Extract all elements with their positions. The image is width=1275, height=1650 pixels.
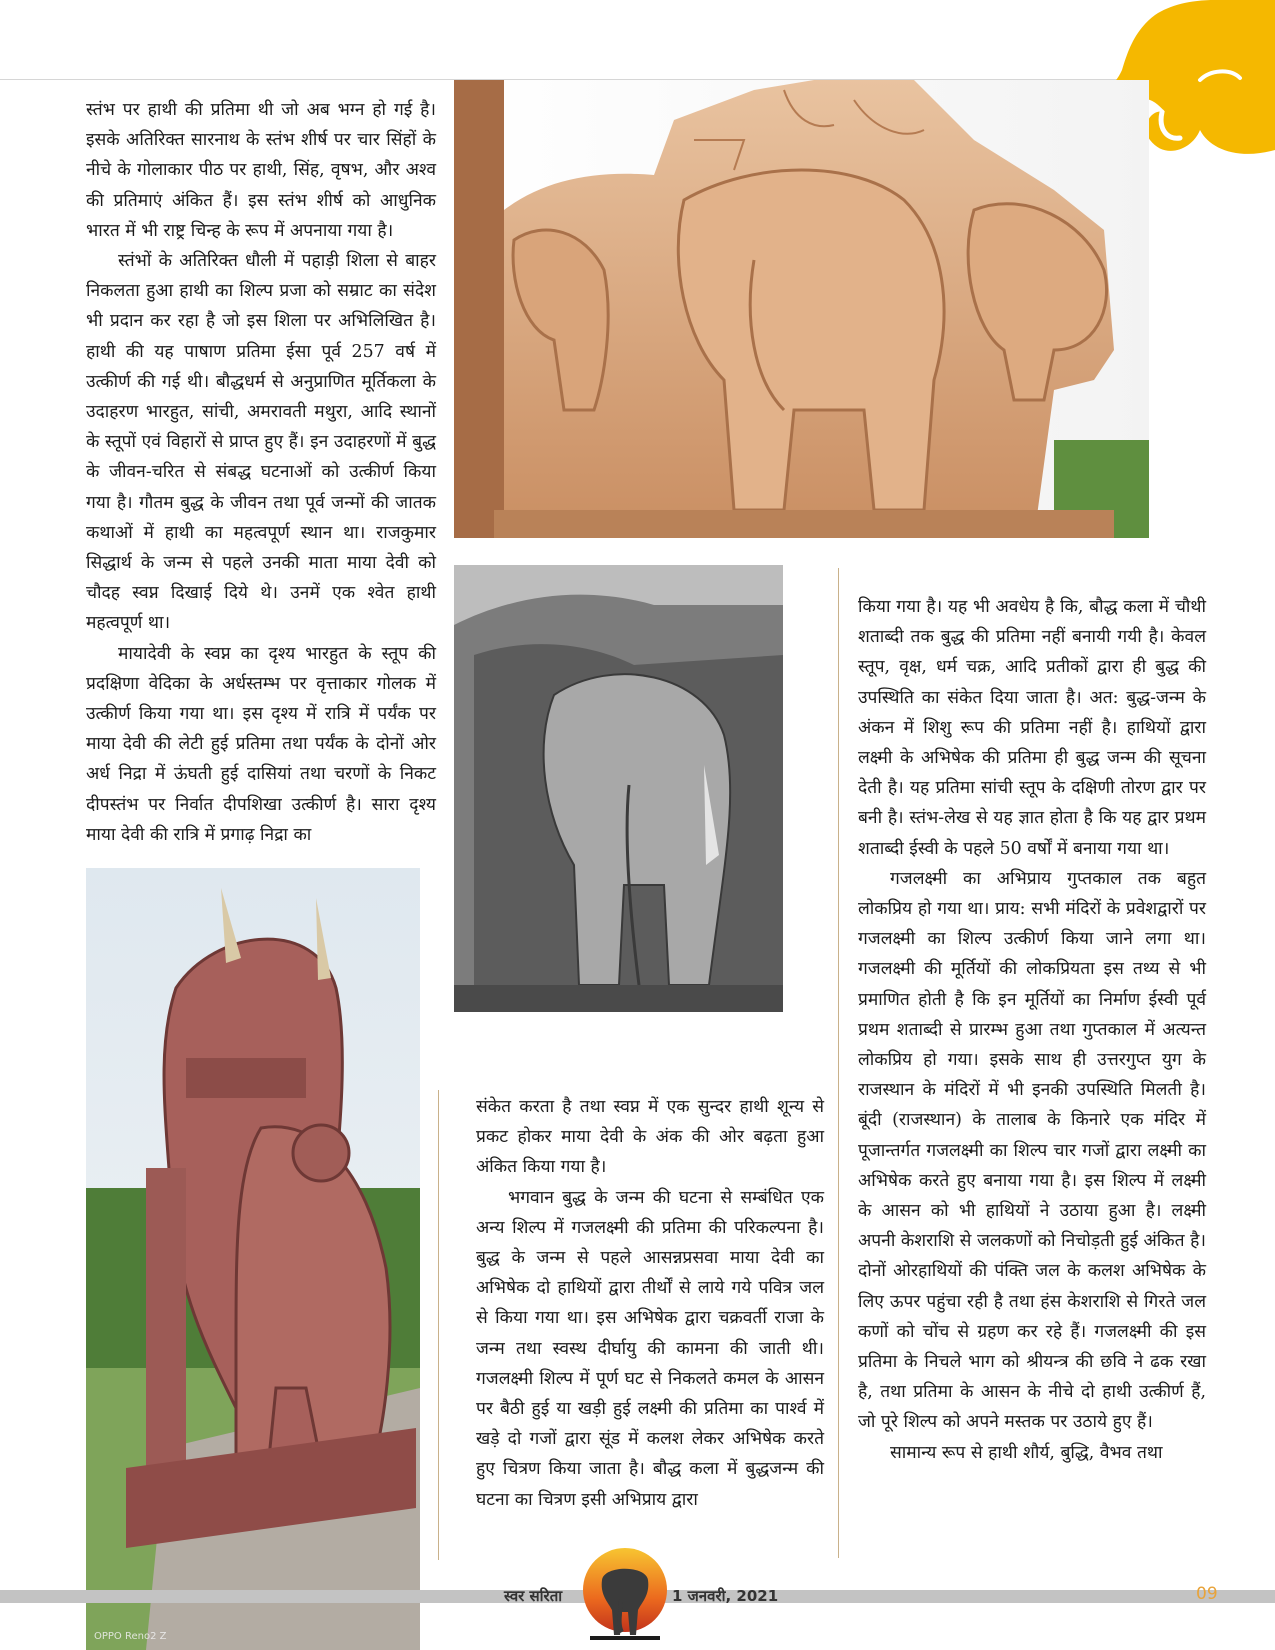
page-number: 09 [1196,1584,1218,1604]
article-column-2 [476,1092,824,1515]
footer-date: 1 जनवरी, 2021 [672,1587,779,1605]
carved-elephants-photo [454,80,1149,538]
photo-watermark: OPPO Reno2 Z [94,1631,167,1642]
paragraph: किया गया है। यह भी अवधेय है कि, बौद्ध कला में चौथी शताब्दी तक बुद्ध की प्रतिमा नहीं बनायी गयी है। केवल स्तूप, वृक्ष, धर्म चक्र, आदि प्रतीकों द्वारा ही बुद्ध की उपस्थिति का संकेत दिया जाता है। अत: बुद्ध-जन्म के अंकन में शिशु रूप की प्रतिमा नहीं है। हाथियों द्वारा लक्ष्मी के अभिषेक की प्रतिमा ही बुद्ध जन्म की सूचना देती है। यह प्रतिमा सांची स्तूप के दक्षिणी तोरण द्वार पर बनी है। स्तंभ-लेख से यह ज्ञात होता है कि यह द्वार प्रथम शताब्दी ईस्वी के पहले 50 वर्षों में बनाया गया था। [858,597,1206,859]
paragraph: सामान्य रूप से हाथी शौर्य, बुद्धि, वैभव तथा [890,1442,1163,1463]
paragraph: गजलक्ष्मी का अभिप्राय गुप्तकाल तक बहुत लोकप्रिय हो गया था। प्राय: सभी मंदिरों के प्रवेशद्वारों पर गजलक्ष्मी का शिल्प उत्कीर्ण किया जाने लगा था। गजलक्ष्मी की मूर्तियों की लोकप्रियता इस तथ्य से भी प्रमाणित होती है कि इन मूर्तियों का निर्माण ईस्वी पूर्व प्रथम शताब्दी से प्रारम्भ हुआ तथा गुप्तकाल में अत्यन्त लोकप्रिय हो गया। इसके साथ ही उत्तरगुप्त युग के राजस्थान के मंदिरों में भी इनकी उपस्थिति मिलती है। बूंदी (राजस्थान) के तालाब के किनारे एक मंदिर में पूजान्तर्गत गजलक्ष्मी का शिल्प चार गजों द्वारा लक्ष्मी का अभिषेक करते हुए बनाया गया है। इस शिल्प में लक्ष्मी के आसन को भी हाथियों ने उठाया हुआ है। लक्ष्मी अपनी केशराशि से जलकणों को निचोड़ती हुई अंकित है। दोनों ओरहाथियों की पंक्ति जल के कलश अभिषेक के लिए ऊपर पहुंचा रही है तथा हंस केशराशि से गिरते जल कणों को चोंच से ग्रहण कर रहे हैं। गजलक्ष्मी की इस प्रतिमा के निचले भाग को श्रीयन्त्र की छवि ने ढक रखा है, तथा प्रतिमा के आसन के नीचे दो हाथी उत्कीर्ण हैं, जो पूरे शिल्प को अपने मस्तक पर उठाये हुए हैं। [858,868,1206,1433]
paragraph: स्तंभ पर हाथी की प्रतिमा थी जो अब भग्न हो गई है। इसके अतिरिक्त सारनाथ के स्तंभ शीर्ष पर चार सिंहों के नीचे के गोलाकार पीठ पर हाथी, सिंह, वृषभ, और अश्व की प्रतिमाएं अंकित हैं। इस स्तंभ शीर्ष को आधुनिक भारत में भी राष्ट्र चिन्ह के रूप में अपनाया गया है। [86,100,436,241]
red-stone-elephant-photo [86,868,420,1650]
sunset-elephant-logo-icon [580,1540,670,1650]
paragraph: संकेत करता है तथा स्वप्न में एक सुन्दर हाथी शून्य से प्रकट होकर माया देवी के अंक की ओर बढ़ता हुआ अंकित किया गया है। [476,1097,824,1178]
article-column-1 [86,95,436,850]
paragraph: मायादेवी के स्वप्न का दृश्य भारहुत के स्तूप की प्रदक्षिणा वेदिका के अर्धस्तम्भ पर वृत्ताकार गोलक में उत्कीर्ण किया गया था। इस दृश्य में रात्रि में पर्यंक पर माया देवी की लेटी हुई प्रतिमा तथा पर्यंक के दोनों ओर अर्ध निद्रा में ऊंघती हुई दासियां तथा चरणों के निकट दीपस्तंभ पर निर्वात दीपशिखा उत्कीर्ण है। सारा दृश्य माया देवी की रात्रि में प्रगाढ़ निद्रा का [86,643,436,845]
article-column-3 [858,592,1206,1468]
paragraph: भगवान बुद्ध के जन्म की घटना से सम्बंधित एक अन्य शिल्प में गजलक्ष्मी की प्रतिमा की परिकल्पना है। बुद्ध के जन्म से पहले आसन्नप्रसवा माया देवी का अभिषेक दो हाथियों द्वारा तीर्थों से लाये गये पवित्र जल से किया गया था। इस अभिषेक द्वारा चक्रवर्ती राजा के जन्म तथा स्वस्थ दीर्घायु की कामना की जाती थी। गजलक्ष्मी शिल्प में पूर्ण घट से निकलते कमल के आसन पर बैठी हुई या खड़ी हुई लक्ष्मी की प्रतिमा का पार्श्व में खड़े दो गजों द्वारा सूंड में कलश लेकर अभिषेक करते हुए चित्रण किया जाता है। बौद्ध कला में बुद्धजन्म की घटना का चित्रण इसी अभिप्राय द्वारा [476,1187,824,1510]
footer-magazine-name: स्वर सरिता [504,1587,563,1605]
column-divider [838,568,839,1558]
rock-elephant-bw-photo [454,565,783,1012]
column-divider [438,1090,439,1560]
paragraph: स्तंभों के अतिरिक्त धौली में पहाड़ी शिला से बाहर निकलता हुआ हाथी का शिल्प प्रजा को सम्राट का संदेश भी प्रदान कर रहा है जो इस शिला पर अभिलिखित है। हाथी की यह पाषाण प्रतिमा ईसा पूर्व 257 वर्ष में उत्कीर्ण की गई थी। बौद्धधर्म से अनुप्राणित मूर्तिकला के उदाहरण भारहुत, सांची, अमरावती मथुरा, आदि स्थानों के स्तूपों एवं विहारों से प्राप्त हुए हैं। इन उदाहरणों में बुद्ध के जीवन-चरित से संबद्ध घटनाओं को उत्कीर्ण किया गया है। गौतम बुद्ध के जीवन तथा पूर्व जन्मों की जातक कथाओं में हाथी का महत्वपूर्ण स्थान था। राजकुमार सिद्धार्थ के जन्म से पहले उनकी माता माया देवी को चौदह स्वप्न दिखाई दिये थे। उनमें एक श्वेत हाथी महत्वपूर्ण था। [86,251,436,634]
